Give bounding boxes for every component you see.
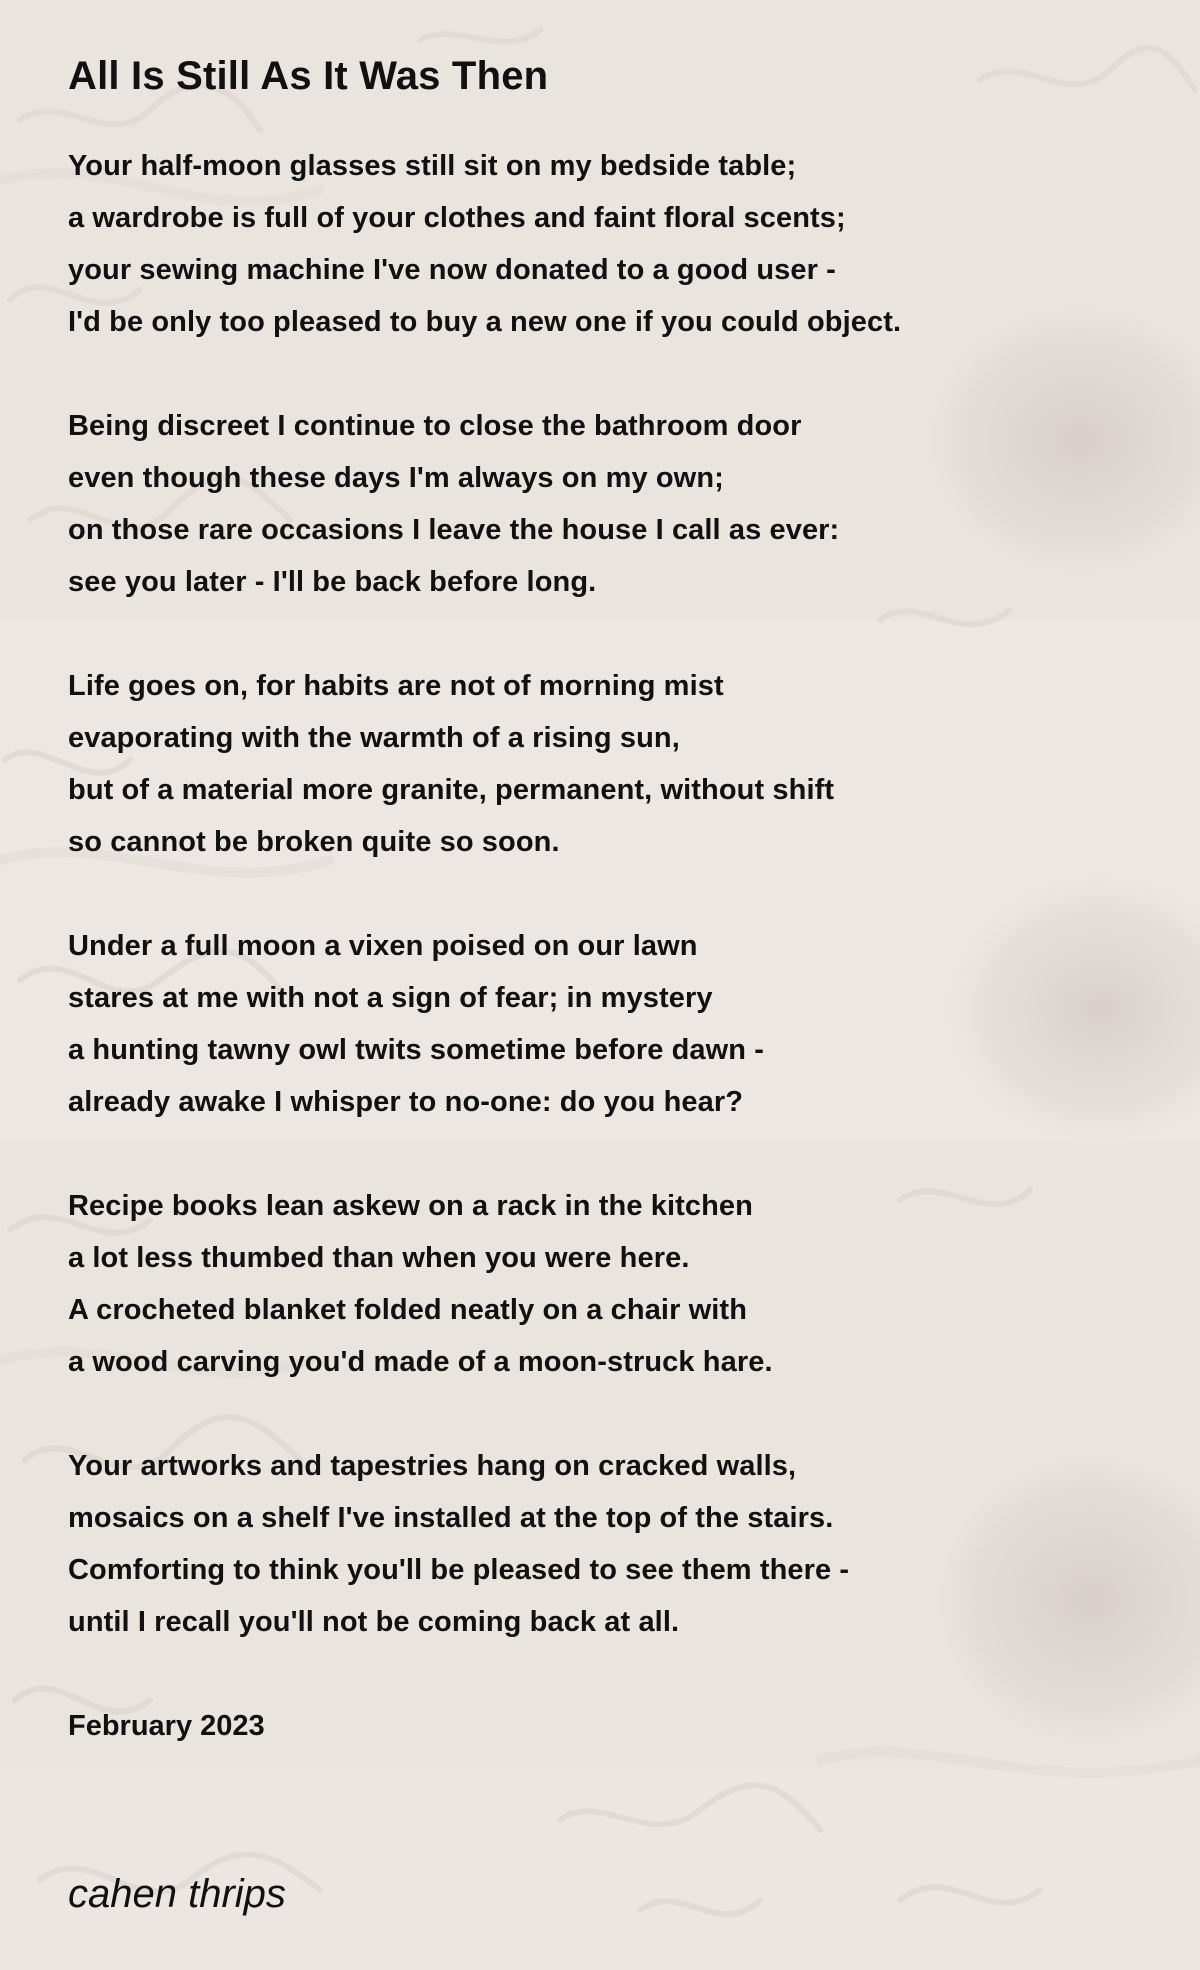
- poem-line: Your artworks and tapestries hang on cracked walls,: [68, 1450, 797, 1482]
- poem-line: until I recall you'll not be coming back at all.: [68, 1606, 680, 1638]
- poem-line: even though these days I'm always on my own;: [68, 462, 724, 494]
- poem-line: on those rare occasions I leave the house I call as ever:: [68, 514, 840, 546]
- stanza-2: [68, 400, 1128, 608]
- poem-line: Your half-moon glasses still sit on my bedside table;: [68, 150, 797, 182]
- stanza-6: [68, 1440, 1128, 1648]
- poem-line: Being discreet I continue to close the bathroom door: [68, 410, 802, 442]
- author-signature[interactable]: cahen thrips: [68, 1872, 286, 1916]
- poem-line: a wardrobe is full of your clothes and faint floral scents;: [68, 202, 846, 234]
- stanza-4: [68, 920, 1128, 1128]
- poem-line: Comforting to think you'll be pleased to see them there -: [68, 1554, 850, 1586]
- poem-line: evaporating with the warmth of a rising sun,: [68, 722, 680, 754]
- poem-line: Life goes on, for habits are not of morning mist: [68, 670, 724, 702]
- stanza-5: [68, 1180, 1128, 1388]
- poem-line: but of a material more granite, permanent, without shift: [68, 774, 835, 806]
- poem-line: Recipe books lean askew on a rack in the kitchen: [68, 1190, 753, 1222]
- poem-line: a lot less thumbed than when you were here.: [68, 1242, 690, 1274]
- stanza-1: [68, 140, 1128, 348]
- poem-container: [68, 46, 1128, 1752]
- poem-title: All Is Still As It Was Then: [68, 54, 549, 98]
- poem-line: I'd be only too pleased to buy a new one if you could object.: [68, 306, 902, 338]
- poem-date: February 2023: [68, 1710, 265, 1742]
- poem-line: a hunting tawny owl twits sometime before dawn -: [68, 1034, 765, 1066]
- poem-line: A crocheted blanket folded neatly on a chair with: [68, 1294, 748, 1326]
- poem-line: so cannot be broken quite so soon.: [68, 826, 560, 858]
- poem-line: mosaics on a shelf I've installed at the top of the stairs.: [68, 1502, 834, 1534]
- poem-line: already awake I whisper to no-one: do you hear?: [68, 1086, 744, 1118]
- poem-line: Under a full moon a vixen poised on our lawn: [68, 930, 698, 962]
- poem-line: stares at me with not a sign of fear; in mystery: [68, 982, 713, 1014]
- stanza-3: [68, 660, 1128, 868]
- poem-line: a wood carving you'd made of a moon-struck hare.: [68, 1346, 773, 1378]
- poem-line: your sewing machine I've now donated to a good user -: [68, 254, 836, 286]
- poem-body: [68, 140, 1128, 1752]
- poem-line: see you later - I'll be back before long.: [68, 566, 597, 598]
